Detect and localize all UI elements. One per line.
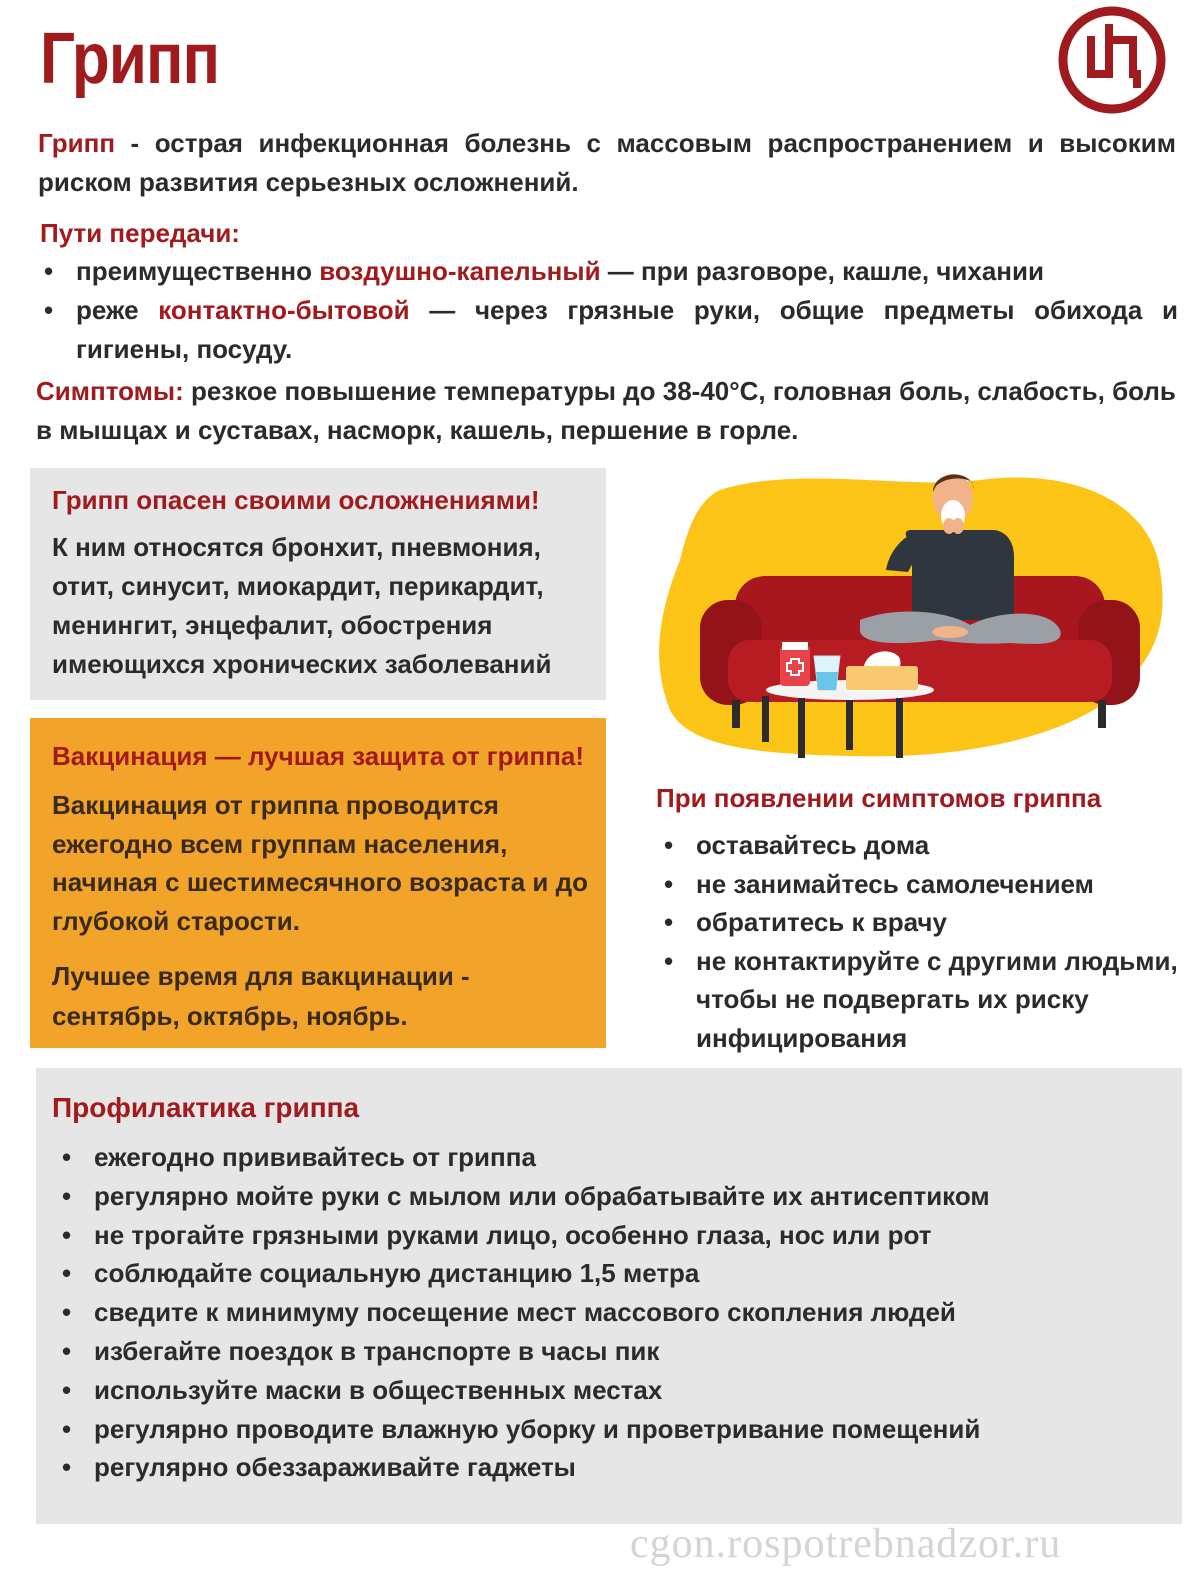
transmission-list: [40, 252, 1178, 369]
list-item: • не трогайте грязными руками лицо, особенно глаза, нос или рот: [58, 1216, 1158, 1255]
list-item: [40, 291, 1178, 369]
on-symptoms-title: При появлении симптомов гриппа: [656, 783, 1102, 813]
list-item: • используйте маски в общественных местах: [58, 1371, 1158, 1410]
item-text: преимущественно: [76, 256, 320, 286]
list-item: • не контактируйте с другими людьми, чтобы не подвергать их риску инфицирования: [660, 942, 1190, 1058]
list-item: • ежегодно прививайтесь от гриппа: [58, 1138, 1158, 1177]
list-item: • регулярно мойте руки с мылом или обрабатывайте их антисептиком: [58, 1177, 1158, 1216]
prevention-list: [58, 1138, 1158, 1487]
complications-text: К ним относятся бронхит, пневмония, отит, синусит, миокардит, перикардит, менингит, энцефалит, обострения имеющихся хронических заболеваний: [52, 532, 552, 679]
symptoms-label: Симптомы:: [36, 376, 184, 406]
complications-title: Грипп опасен своими осложнениями!: [52, 485, 540, 515]
list-item: • избегайте поездок в транспорте в часы пик: [58, 1332, 1158, 1371]
item-highlight: воздушно-капельный: [319, 256, 601, 286]
list-item: • соблюдайте социальную дистанцию 1,5 метра: [58, 1254, 1158, 1293]
vaccination-best-time: Лучшее время для вакцинации - сентябрь, октябрь, ноябрь.: [52, 961, 470, 1031]
watermark: cgon.rospotrebnadzor.ru: [630, 1521, 1062, 1567]
item-highlight: контактно-бытовой: [158, 295, 410, 325]
prevention-title: Профилактика гриппа: [52, 1092, 360, 1123]
vaccination-text: Вакцинация от гриппа проводится ежегодно всем группам населения, начиная с шестимесячного возраста и до глубокой старости.: [52, 790, 588, 936]
intro-text: - острая инфекционная болезнь с массовым распространением и высоким риском развития серьезных осложнений.: [38, 128, 1176, 197]
on-symptoms-list: [660, 826, 1190, 1057]
list-item: • оставайтесь дома: [660, 826, 1190, 865]
item-text: реже: [76, 295, 159, 325]
sick-person-on-sofa-illustration-icon: [650, 460, 1190, 770]
item-text: — при разговоре, кашле, чихании: [600, 256, 1044, 286]
list-item: • обратитесь к врачу: [660, 903, 1190, 942]
symptoms-text: резкое повышение температуры до 38-40°C, головная боль, слабость, боль в мышцах и суставах, насморк, кашель, першение в горле.: [36, 376, 1176, 445]
item-text: — через грязные руки, общие предметы обихода и гигиены, посуду.: [76, 295, 1178, 364]
vaccination-title: Вакцинация — лучшая защита от гриппа!: [52, 741, 585, 771]
page-title: Грипп: [40, 19, 220, 99]
transmission-title: Пути передачи:: [40, 218, 240, 248]
list-item: • не занимайтесь самолечением: [660, 865, 1190, 904]
symptoms-paragraph: [36, 372, 1176, 450]
list-item: • регулярно проводите влажную уборку и проветривание помещений: [58, 1410, 1158, 1449]
intro-paragraph: [38, 124, 1176, 202]
intro-term: Грипп: [38, 128, 116, 158]
list-item: [40, 252, 1178, 291]
rospotrebnadzor-logo-icon: [1054, 6, 1170, 114]
list-item: • сведите к минимуму посещение мест массового скопления людей: [58, 1293, 1158, 1332]
list-item: • регулярно обеззараживайте гаджеты: [58, 1448, 1158, 1487]
